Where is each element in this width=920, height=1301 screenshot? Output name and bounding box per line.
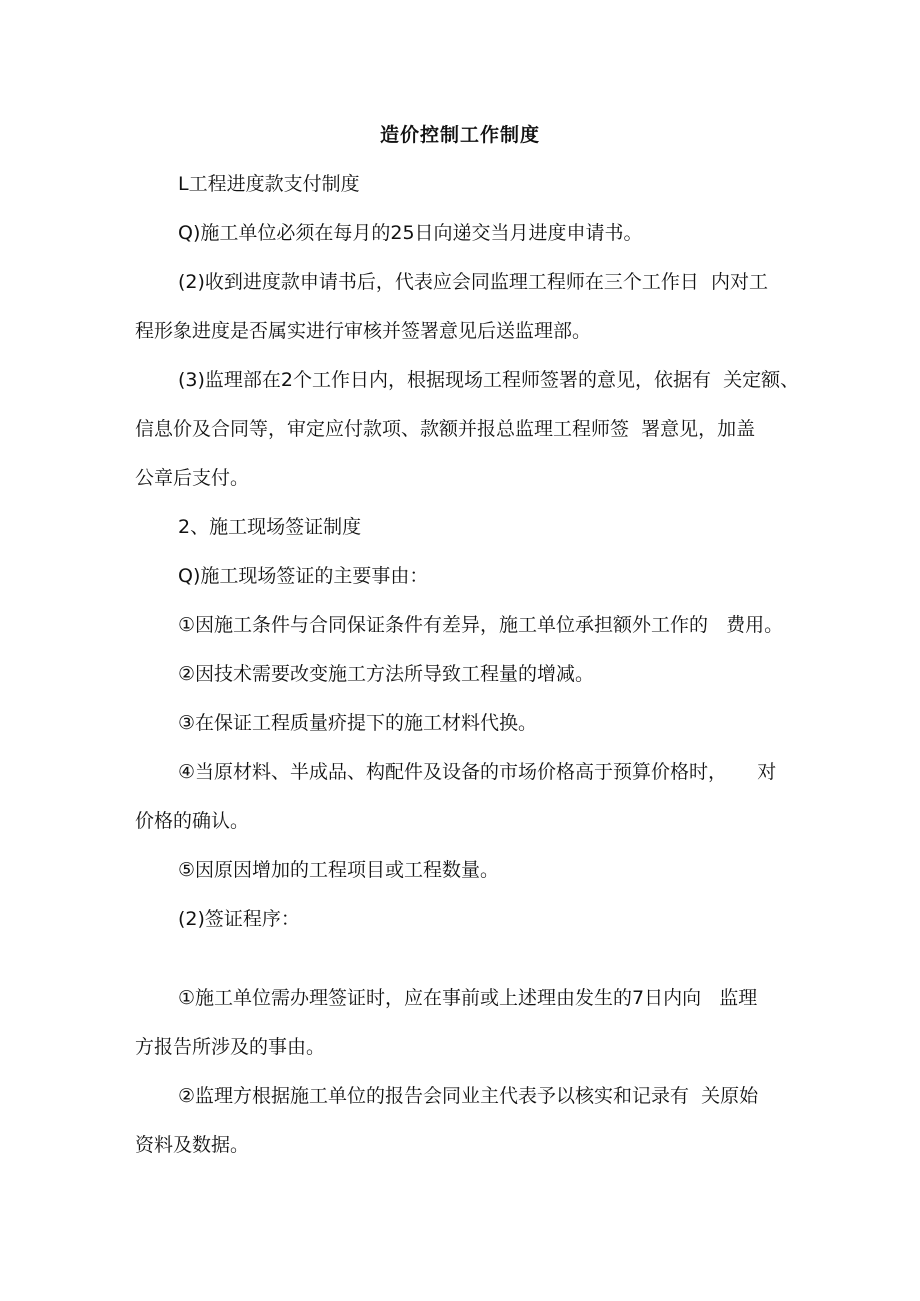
- paragraph-line: (2)收到进度款申请书后，代表应会同监理工程师在三个工作日 内对工: [178, 271, 768, 293]
- list-item: ①施工单位需办理签证时，应在事前或上述理由发生的7日内向 监理: [178, 987, 758, 1009]
- list-item-continuation: 价格的确认。: [135, 810, 250, 832]
- paragraph-line: 公章后支付。: [135, 467, 250, 489]
- paragraph-line: Q)施工现场签证的主要事由：: [178, 565, 429, 587]
- list-item: ④当原材料、半成品、构配件及设备的市场价格高于预算价格时， 对: [178, 761, 777, 783]
- list-item: ②监理方根据施工单位的报告会同业主代表予以核实和记录有 关原始: [178, 1085, 759, 1107]
- list-item: ①因施工条件与合同保证条件有差异，施工单位承担额外工作的 费用。: [178, 614, 784, 636]
- section-heading-progress-payment: L工程进度款支付制度: [178, 173, 360, 195]
- list-item: ⑤因原因增加的工程项目或工程数量。: [178, 859, 500, 881]
- paragraph-line: 信息价及合同等，审定应付款项、款额并报总监理工程师签 署意见，加盖: [135, 418, 756, 440]
- list-item-continuation: 资料及数据。: [135, 1134, 250, 1156]
- list-item: ②因技术需要改变施工方法所导致工程量的增减。: [178, 663, 595, 685]
- document-title: 造价控制工作制度: [379, 124, 540, 146]
- paragraph-line: Q)施工单位必须在每月的25日向递交当月进度申请书。: [178, 222, 643, 244]
- paragraph-line: 程形象进度是否属实进行审核并签署意见后送监理部。: [135, 320, 592, 342]
- paragraph-line: (3)监理部在2个工作日内，根据现场工程师签署的意见，依据有 关定额、: [178, 369, 800, 391]
- list-item-continuation: 方报告所涉及的事由。: [135, 1036, 326, 1058]
- section-heading-site-visa: 2、施工现场签证制度: [178, 516, 362, 538]
- list-item: ③在保证工程质量疥提下的施工材料代换。: [178, 712, 538, 734]
- paragraph-line: (2)签证程序：: [178, 908, 300, 930]
